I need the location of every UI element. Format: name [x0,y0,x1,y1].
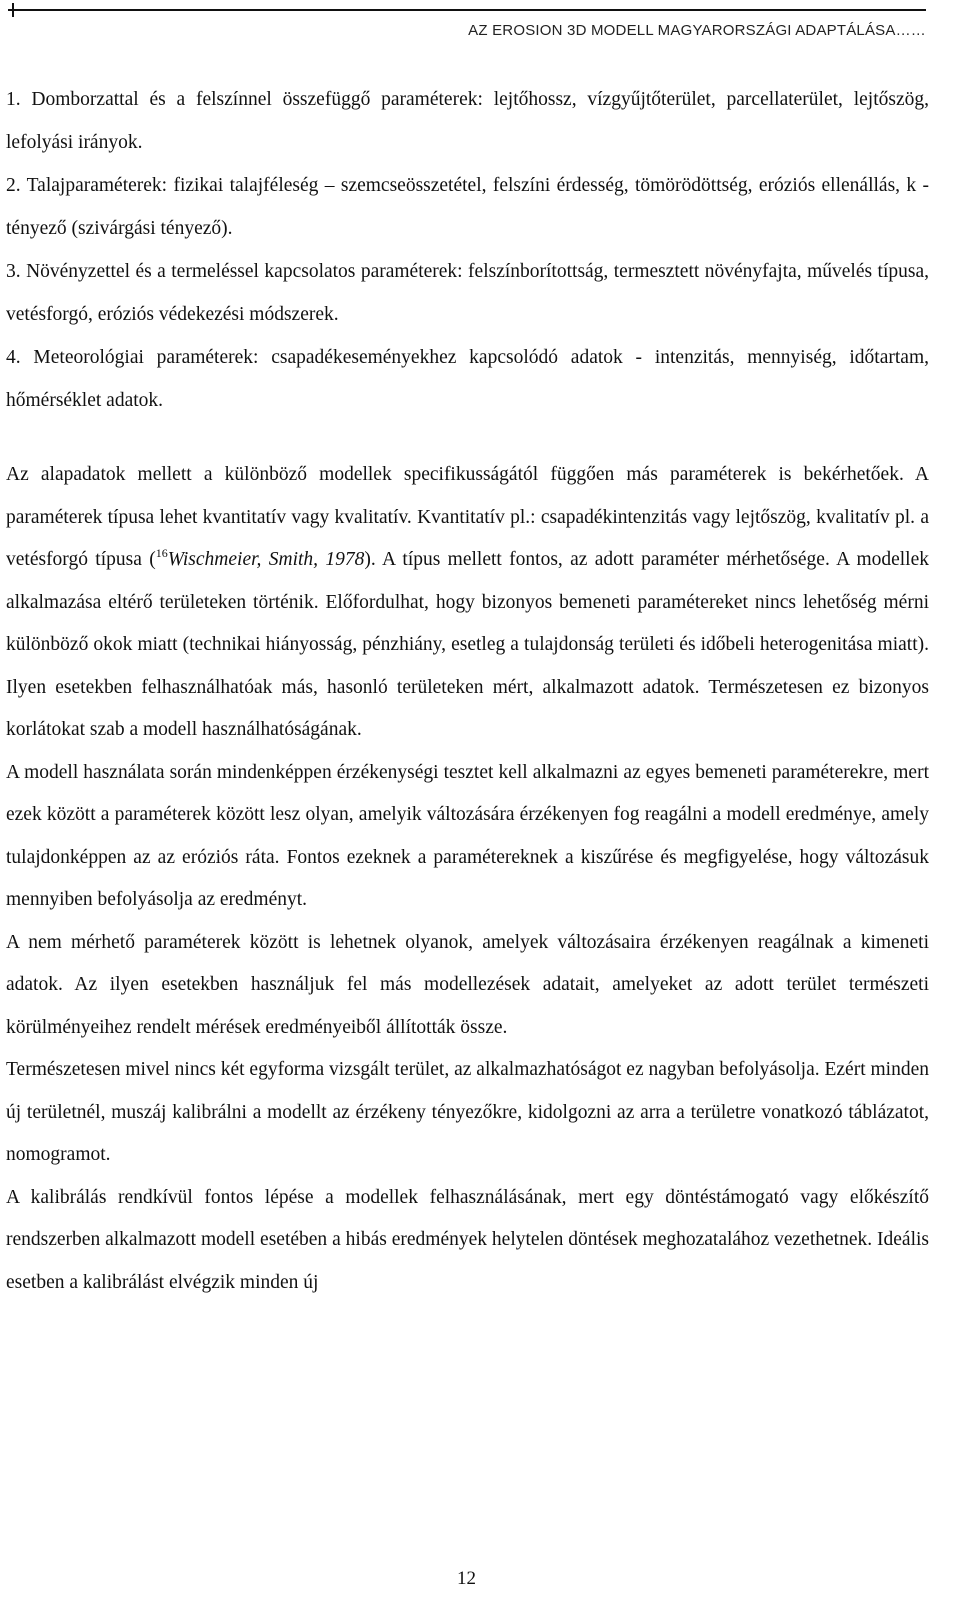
paragraph-1 [6,454,929,752]
header-crop-mark [12,3,14,17]
paragraph-1-rest: ). A típus mellett fontos, az adott paraméter mérhetősége. A modellek alkalmazása eltérő területeken történik. Előfordulhat, hogy bizonyos bemeneti paramétereket nincs lehetőség mérni különböző okok miatt (technikai hiányosság, pénzhiány, esetleg a tulajdonság területi és időbeli heterogenitása miatt). Ilyen esetekben felhasználhatóak más, hasonló területeken mért, alkalmazott adatok. Természetesen ez bizonyos korlátokat szab a modell használhatóságának. [6,549,930,740]
paragraph-2: A modell használata során mindenképpen érzékenységi tesztet kell alkalmazni az egyes bemeneti paraméterekre, mert ezek között a paraméterek között lesz olyan, amelyik változására érzékenyen fog reagálni a modell eredménye, amely tulajdonképpen az az eróziós ráta. Fontos ezeknek a paramétereknek a kiszűrése és megfigyelése, hogy változásuk mennyiben befolyásolja az eredményt. [6,761,929,910]
list-item-1: 1. Domborzattal és a felszínnel összefüggő paraméterek: lejtőhossz, vízgyűjtőterület, parcellaterület, lejtőszög, lefolyási irányok. [6,89,929,153]
list-item-4: 4. Meteorológiai paraméterek: csapadékeseményekhez kapcsolódó adatok - intenzitás, mennyiség, időtartam, hőmérséklet adatok. [6,347,929,411]
citation: Wischmeier, Smith, 1978 [167,549,365,570]
paragraph-1-text: Az alapadatok mellett a különböző modellek specifikusságától függően más paraméterek is bekérhetőek. A paraméterek típusa lehet kvantitatív vagy kvalitatív. Kvantitatív pl.: csapadékintenzitás vagy lejtőszög, kvalitatív pl. a vetésforgó típusa ( [6,464,929,570]
header-rule [8,9,926,11]
list-item-2: 2. Talajparaméterek: fizikai talajféleség – szemcseösszetétel, felszíni érdesség, tömörödöttség, eróziós ellenállás, k - tényező (szivárgási tényező). [6,175,929,239]
footnote-mark: 16 [155,546,168,560]
page-number: 12 [457,1568,476,1589]
list-item-3: 3. Növényzettel és a termeléssel kapcsolatos paraméterek: felszínborítottság, termesztett növényfajta, művelés típusa, vetésforgó, eróziós védekezési módszerek. [6,261,929,325]
paragraph-5: A kalibrálás rendkívül fontos lépése a modellek felhasználásának, mert egy döntéstámogató vagy előkészítő rendszerben alkalmazott modell esetében a hibás eredmények helytelen döntések meghozatalához vezethetnek. Ideális esetben a kalibrálást elvégzik minden új [6,1186,929,1293]
paragraph-4: Természetesen mivel nincs két egyforma vizsgált terület, az alkalmazhatóságot ez nagyban befolyásolja. Ezért minden új területnél, muszáj kalibrálni a modellt az érzékeny tényezőkre, kidolgozni az arra a területre vonatkozó táblázatot, nomogramot. [6,1059,929,1165]
paragraph-3: A nem mérhető paraméterek között is lehetnek olyanok, amelyek változásaira érzékenyen reagálnak a kimeneti adatok. Az ilyen esetekben használjuk fel más modellezések adatait, amelyeket az adott terület természeti körülményeihez rendelt mérések eredményeiből állították össze. [6,931,929,1038]
paragraph-gap [6,422,929,454]
running-header: AZ EROSION 3D MODELL MAGYARORSZÁGI ADAPTÁLÁSA…… [468,22,926,39]
body-text [6,78,929,1304]
